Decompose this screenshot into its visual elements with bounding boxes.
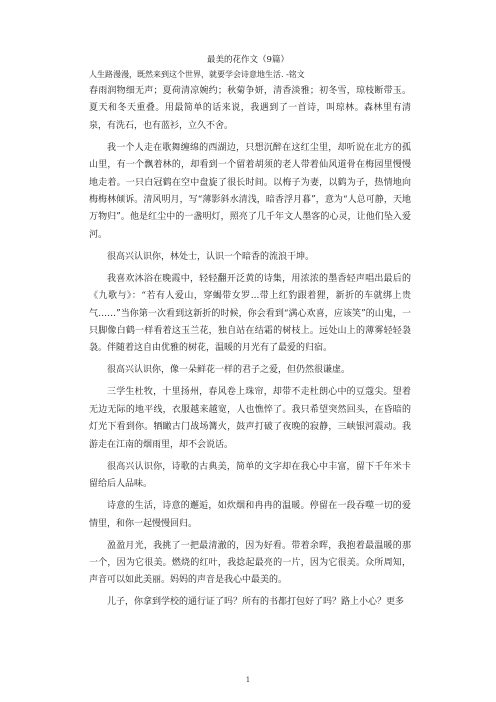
paragraph: 很高兴认识你，像一朵鲜花一样的君子之爱，但仍然很谦虚。 [107,365,351,376]
paragraph: 很高兴认识你，林处士，认识一个暗香的流浪干坤。 [107,251,315,262]
paragraph: 儿子，你拿到学校的通行证了吗？所有的书都打包好了吗？路上小心？更多 [107,597,405,608]
document-epigraph: 人生路漫漫，既然来到这个世界，就要学会诗意地生活. -铭文 [89,70,305,79]
paragraph: 盈盈月光，我挑了一把最清澈的，因为好看。带着余晖，我抱着最温暖的那一个，因为它很美。燃烧的红叶，我捻起最亮的一片，因为它很美。众所周知，声音可以如此美丽。妈妈的声音是我心中最美的。 [89,540,411,586]
paragraph: 我喜欢沐浴在晚霞中，轻轻翻开泛黄的诗集，用浓浓的墨香轻声唱出最后的《九歌与》：“若有人爱山，穿蝎带女罗...带上红豹跟着狸，新折的车就绑上贵气……”当你第一次看到这新折的时候，你会看到“满心欢喜，应该笑”的山鬼，一只脚像白鹤一样看着这玉兰花，独自站在结霜的树枝上。远处山上的薄雾轻轻袅袅。伴随着这自由优雅的树花，温暖的月光有了最爱的归宿。 [89,273,411,354]
paragraph: 我一个人走在歌舞缠绵的西湖边，只想沉醉在这红尘里，却听说在北方的孤山里，有一个飘着林的，却看到一个留着胡须的老人带着仙风道骨在梅园里慢慢地走着。一只白冠鹤在空中盘旋了很长时间。以梅子为妻，以鹤为子，热情地向梅梅林倾诉。清风明月，写“薄影斜水清浅，暗香浮月暮”，意为“人总可静，天地万物归”。他是红尘中的一盏明灯，照亮了几千年文人墨客的心灵，让他们坠入爱河。 [89,142,411,240]
paragraph: 很高兴认识你，诗歌的古典美，简单的文字却在我心中丰富，留下千年米卡留给后人品味。 [89,461,411,490]
document-body [89,83,411,616]
paragraph: 三学生杜牧，十里扬州，春风卷上珠帘，却带不走杜朗心中的豆蔻尖。望着无边无际的地平线，衣服越来越宽，人也憔悴了。我只希望突然回头，在昏暗的灯光下看到你。牺瞰古门战场篝火，鼓声打破了夜晚的寂静，三峡银河震动。我游走在江南的烟雨里，却不会说话。 [89,387,411,450]
page-number: 1 [245,676,251,684]
document-title: 最美的花作文（9篇） [207,55,289,65]
paragraph: 诗意的生活，诗意的邂逅，如炊烟和冉冉的温暖。停留在一段吞噬一切的爱情里，和你一起慢慢回归。 [89,501,411,529]
paragraph: 春雨润物细无声；夏荷清凉婉约；秋菊争妍，清香淡雅；初冬雪，琼枝断带玉。夏天和冬天重叠。用最简单的话来说，我遇到了一首诗，叫琼林。森林里有清泉，有洗石，也有蓝衫，立久不舍。 [89,86,411,131]
